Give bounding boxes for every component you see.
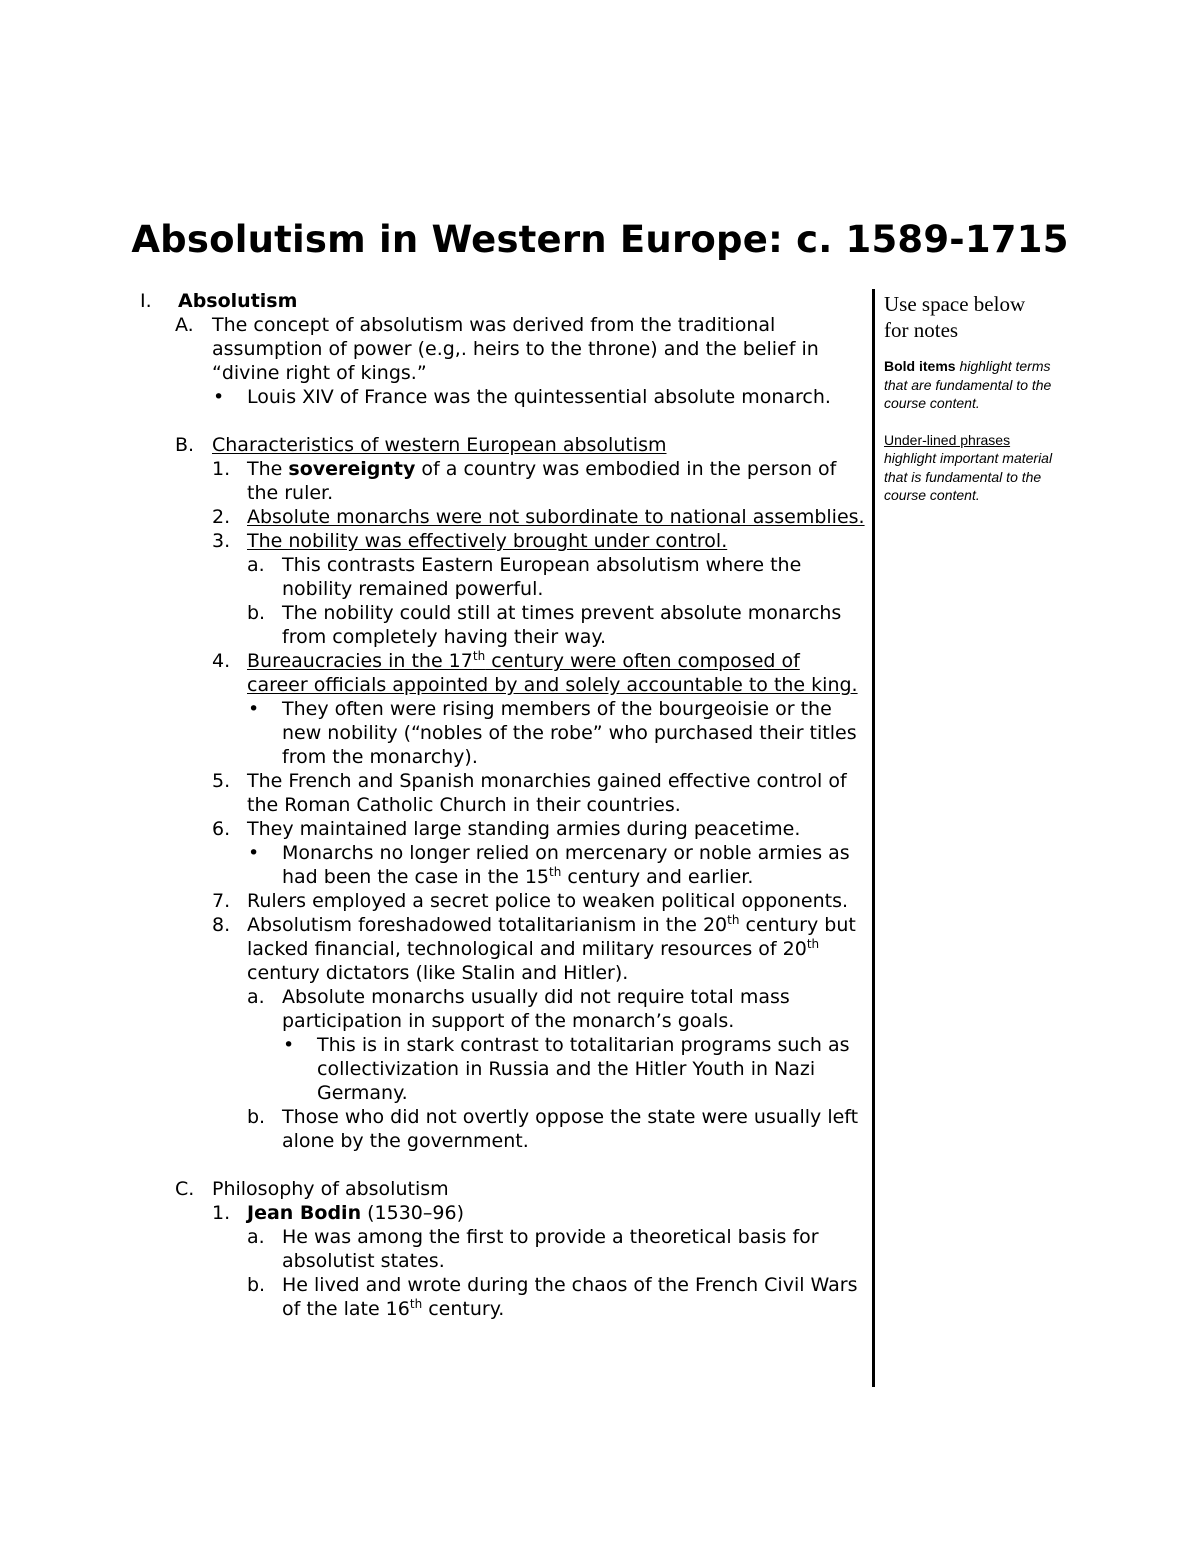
bullet-icon: •	[248, 698, 260, 720]
item-b8a	[140, 985, 866, 1033]
term-jean-bodin: Jean Bodin	[247, 1202, 362, 1224]
item-b4-text-pre: Bureaucracies in the 17	[247, 650, 473, 672]
notes-heading: Use space below for notes	[884, 292, 1026, 342]
item-b8-sup1: th	[727, 913, 740, 927]
item-c1b-pre: He lived and wrote during the chaos of the French Civil Wars of the late 16	[282, 1274, 858, 1320]
bullet-icon: •	[213, 386, 225, 408]
item-b	[140, 433, 866, 457]
item-b2-marker: 2.	[212, 506, 231, 528]
bullet-icon: •	[283, 1034, 295, 1056]
outline	[140, 289, 866, 1321]
item-b8b	[140, 1105, 866, 1153]
item-b1-marker: 1.	[212, 458, 231, 480]
item-b8a-marker: a.	[247, 986, 265, 1008]
item-a-bullet	[140, 385, 866, 409]
item-c1b-post: century.	[422, 1298, 505, 1320]
item-b6-bullet	[140, 841, 866, 889]
item-b3	[140, 529, 866, 553]
item-b8-sup2: th	[806, 937, 820, 951]
item-b8	[140, 913, 866, 985]
section-1-marker: I.	[140, 290, 152, 312]
item-b4-sup: th	[472, 649, 486, 663]
item-a-marker: A.	[175, 314, 194, 336]
item-c1a-text: He was among the first to provide a theoretical basis for absolutist states.	[282, 1226, 819, 1272]
item-b3b	[140, 601, 866, 649]
item-a-text: The concept of absolutism was derived from the traditional assumption of power (e.g,. heirs to the throne) and the belief in “divine right of kings.”	[212, 314, 819, 384]
item-b3a-marker: a.	[247, 554, 265, 576]
item-b8b-marker: b.	[247, 1106, 266, 1128]
item-b7	[140, 889, 866, 913]
item-b6-text: They maintained large standing armies during peacetime.	[247, 818, 801, 840]
item-b1	[140, 457, 866, 505]
legend-bold-desc: highlight terms that are fundamental to the course content.	[884, 358, 1052, 411]
item-b6-bullet-post: century and earlier.	[561, 866, 754, 888]
legend-bold	[884, 357, 1054, 413]
item-b1-text-post: of a country was embodied in the person of the ruler.	[247, 458, 837, 504]
item-b3-text: The nobility was effectively brought under control.	[247, 530, 728, 552]
item-b4-text	[247, 650, 858, 696]
item-b3a-text: This contrasts Eastern European absolutism where the nobility remained powerful.	[282, 554, 802, 600]
item-b2	[140, 505, 866, 529]
item-c-marker: C.	[175, 1178, 195, 1200]
item-b4	[140, 649, 866, 697]
item-b7-text: Rulers employed a secret police to weaken political opponents.	[247, 890, 849, 912]
legend-bold-label: Bold items	[884, 358, 956, 374]
item-b8-post: century dictators (like Stalin and Hitler).	[247, 962, 629, 984]
item-b7-marker: 7.	[212, 890, 231, 912]
item-b3a	[140, 553, 866, 601]
item-c1-dates: (1530–96)	[361, 1202, 464, 1224]
legend-underline-desc: highlight important material that is fundamental to the course content.	[884, 450, 1053, 503]
bullet-icon: •	[248, 842, 260, 864]
notes-divider	[872, 289, 875, 1387]
item-b8-pre: Absolutism foreshadowed totalitarianism in the 20	[247, 914, 728, 936]
item-b3-marker: 3.	[212, 530, 231, 552]
item-a	[140, 313, 866, 385]
item-b5-text: The French and Spanish monarchies gained effective control of the Roman Catholic Church in their countries.	[247, 770, 847, 816]
page-title: Absolutism in Western Europe: c. 1589-1715	[131, 218, 1069, 261]
item-b3b-marker: b.	[247, 602, 266, 624]
term-sovereignty: sovereignty	[288, 458, 416, 480]
item-b4-bullet-text: They often were rising members of the bourgeoisie or the new nobility (“nobles of the robe” who purchased their titles from the monarchy).	[282, 698, 857, 768]
item-b6-marker: 6.	[212, 818, 231, 840]
legend-underline	[884, 431, 1054, 505]
legend-underline-label: Under-lined phrases	[884, 431, 1011, 448]
item-c1a-marker: a.	[247, 1226, 265, 1248]
item-b-marker: B.	[175, 434, 195, 456]
item-c1b-marker: b.	[247, 1274, 266, 1296]
item-b4-text-post: century were often composed of career officials appointed by and solely accountable to the king.	[247, 650, 858, 696]
item-b-heading: Characteristics of western European absolutism	[212, 434, 667, 456]
item-c1a	[140, 1225, 866, 1273]
item-a-bullet-text: Louis XIV of France was the quintessential absolute monarch.	[247, 386, 831, 408]
item-c1b-sup: th	[409, 1297, 423, 1311]
item-c1-marker: 1.	[212, 1202, 231, 1224]
item-b6-bullet-sup: th	[549, 865, 562, 879]
item-b8-mid: century but lacked financial, technological and military resources of 20	[247, 914, 856, 960]
item-b5-marker: 5.	[212, 770, 231, 792]
item-b6	[140, 817, 866, 841]
item-b6-bullet-pre: Monarchs no longer relied on mercenary or noble armies as had been the case in the 15	[282, 842, 850, 888]
item-b8a-bullet-text: This is in stark contrast to totalitarian programs such as collectivization in Russia and the Hitler Youth in Nazi Germany.	[317, 1034, 850, 1104]
item-c-heading: Philosophy of absolutism	[212, 1178, 449, 1200]
item-b4-bullet	[140, 697, 866, 769]
item-b3b-text: The nobility could still at times prevent absolute monarchs from completely having their way.	[282, 602, 842, 648]
item-b8b-text: Those who did not overtly oppose the state were usually left alone by the government.	[282, 1106, 859, 1152]
item-b8a-bullet	[140, 1033, 866, 1105]
notes-column	[884, 291, 1054, 505]
item-b4-marker: 4.	[212, 650, 231, 672]
item-b8a-text: Absolute monarchs usually did not require total mass participation in support of the monarch’s goals.	[282, 986, 790, 1032]
section-1-heading: Absolutism	[178, 290, 298, 312]
section-1	[140, 289, 866, 313]
item-c1b	[140, 1273, 866, 1321]
item-c1	[140, 1201, 866, 1225]
item-b5	[140, 769, 866, 817]
item-b2-text: Absolute monarchs were not subordinate to national assemblies.	[247, 506, 865, 528]
item-b1-text-pre: The	[247, 458, 289, 480]
item-c	[140, 1177, 866, 1201]
item-b8-marker: 8.	[212, 914, 231, 936]
